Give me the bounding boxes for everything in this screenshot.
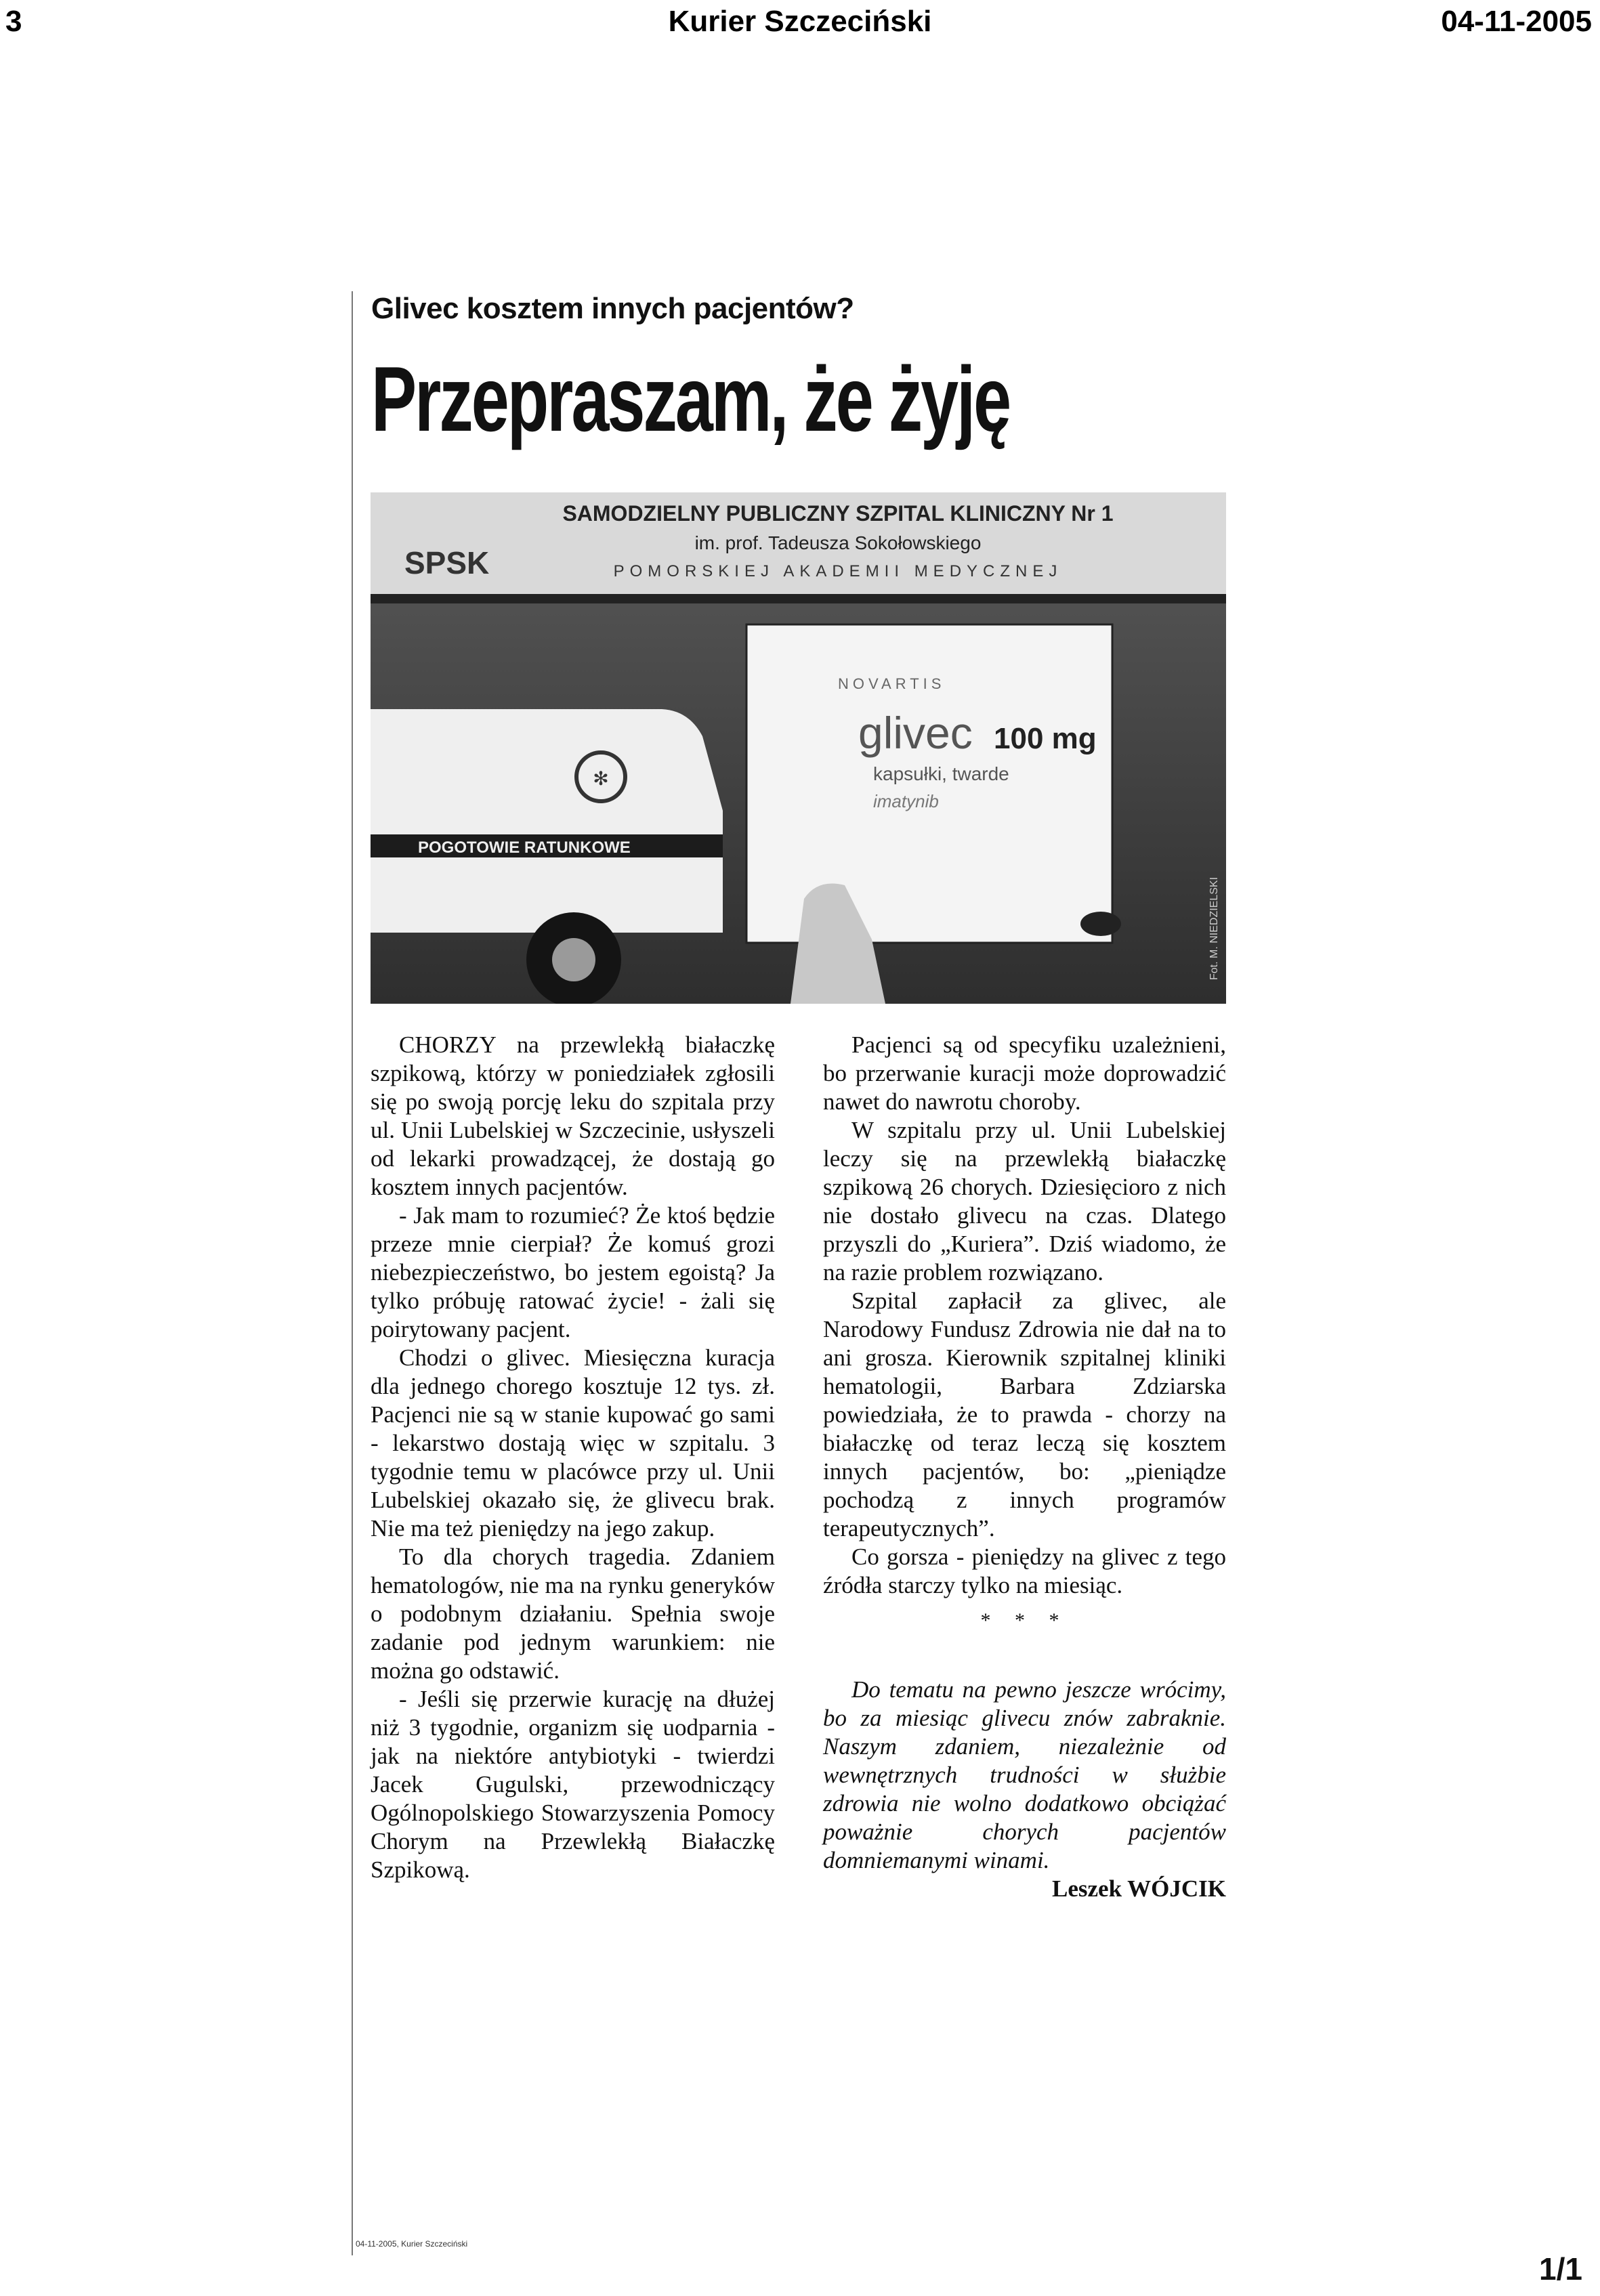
paragraph: Chodzi o glivec. Miesięczna kuracja dla jednego chorego kosztuje 12 tys. zł. Pacjenci nie są w stanie kupować go sami - lekarstwo dostają więc w szpitalu. 3 tygodnie temu w placówce przy ul. Unii Lubelskiej okazało się, że glivecu brak. Nie ma też pieniędzy na jego zakup. bbox=[371, 1344, 775, 1542]
paragraph: Szpital zapłacił za glivec, ale Narodowy Fundusz Zdrowia nie dał na to ani grosza. Kierownik szpitalnej kliniki hematologii, Barbara Zdziarska powiedziała, że to prawda - chorzy na białaczkę od teraz leczą się kosztem innych pacjentów, bo: „pieniądze pochodzą z innych programów terapeutycznych”. bbox=[823, 1288, 1226, 1542]
page-count: 1/1 bbox=[1539, 2251, 1582, 2287]
article-photo bbox=[371, 492, 1226, 1004]
box-brand: NOVARTIS bbox=[838, 675, 946, 692]
paragraph: Pacjenci są od specyfiku uzależnieni, bo przerwanie kuracji może doprowadzić nawet do nawrotu choroby. bbox=[823, 1032, 1226, 1115]
sign-line-2: im. prof. Tadeusza Sokołowskiego bbox=[694, 532, 982, 553]
column-rule bbox=[352, 291, 353, 2255]
paragraph: W szpitalu przy ul. Unii Lubelskiej leczy się na przewlekłą białaczkę szpikową 26 chorych. Dziesięcioro z nich nie dostało glivecu na czas. Dlatego przyszli do „Kuriera”. Dziś wiadomo, że na razie problem rozwiązano. bbox=[823, 1117, 1226, 1285]
author-signature: Leszek WÓJCIK bbox=[1052, 1875, 1226, 1902]
article-kicker: Glivec kosztem innych pacjentów? bbox=[371, 292, 854, 325]
article-column-2 bbox=[823, 1031, 1226, 1903]
closing-note: Do tematu na pewno jeszcze wrócimy, bo za miesiąc glivecu znów zabraknie. Naszym zdaniem, niezależnie od wewnętrznych trudności w służbie zdrowia nie wolno dodatkowo obciążać poważnie chorych pacjentów domniemanymi winami. bbox=[823, 1676, 1226, 1873]
section-separator: * * * bbox=[980, 1609, 1069, 1632]
article-column-1 bbox=[371, 1031, 775, 1884]
ambulance-text: POGOTOWIE RATUNKOWE bbox=[418, 838, 631, 857]
sign-line-1: SAMODZIELNY PUBLICZNY SZPITAL KLINICZNY Nr 1 bbox=[562, 501, 1114, 526]
ambulance bbox=[371, 709, 723, 933]
paragraph: Co gorsza - pieniędzy na glivec z tego źródła starczy tylko na miesiąc. bbox=[823, 1544, 1226, 1598]
publication-date: 04-11-2005 bbox=[1441, 5, 1592, 38]
svg-text:✻: ✻ bbox=[593, 768, 609, 789]
photo-credit: Fot. M. NIEDZIELSKI bbox=[1208, 876, 1220, 980]
paragraph: - Jak mam to rozumieć? Że ktoś będzie przeze mnie cierpiał? Że komuś grozi niebezpieczeństwo, bo jestem egoistą? Ja tylko próbuję ratować życie! - żali się poirytowany pacjent. bbox=[371, 1202, 775, 1342]
sign-line-3: POMORSKIEJ AKADEMII MEDYCZNEJ bbox=[613, 562, 1063, 580]
box-drug-name: glivec bbox=[858, 708, 973, 758]
box-form: kapsułki, twarde bbox=[873, 763, 1009, 784]
box-dose: 100 mg bbox=[994, 722, 1097, 755]
publication-name: Kurier Szczeciński bbox=[668, 5, 932, 38]
page-number: 3 bbox=[5, 5, 22, 38]
article-headline: Przepraszam, że żyję bbox=[371, 347, 1010, 450]
paragraph: To dla chorych tragedia. Zdaniem hematologów, nie ma na rynku generyków o podobnym działaniu. Spełnia swoje zadanie pod jednym warunkiem: nie można go odstawić. bbox=[371, 1544, 775, 1684]
hospital-photo-illustration bbox=[371, 492, 1226, 1004]
sign-logo: SPSK bbox=[404, 545, 490, 580]
paragraph: CHORZY na przewlekłą białaczkę szpikową, którzy w poniedziałek zgłosili się po swoją porcję leku do szpitala przy ul. Unii Lubelskiej w Szczecinie, usłyszeli od lekarki prowadzącej, że dostają go kosztem innych pacjentów. bbox=[371, 1032, 775, 1200]
box-substance: imatynib bbox=[873, 791, 939, 811]
paragraph: - Jeśli się przerwie kurację na dłużej niż 3 tygodnie, organizm się uodparnia - jak na niektóre antybiotyki - twierdzi Jacek Gugulski, przewodniczący Ogólnopolskiego Stowarzyszenia Pomocy Chorym na Przewlekłą Białaczkę Szpikową. bbox=[371, 1686, 775, 1883]
clip-source: 04-11-2005, Kurier Szczeciński bbox=[356, 2239, 468, 2249]
